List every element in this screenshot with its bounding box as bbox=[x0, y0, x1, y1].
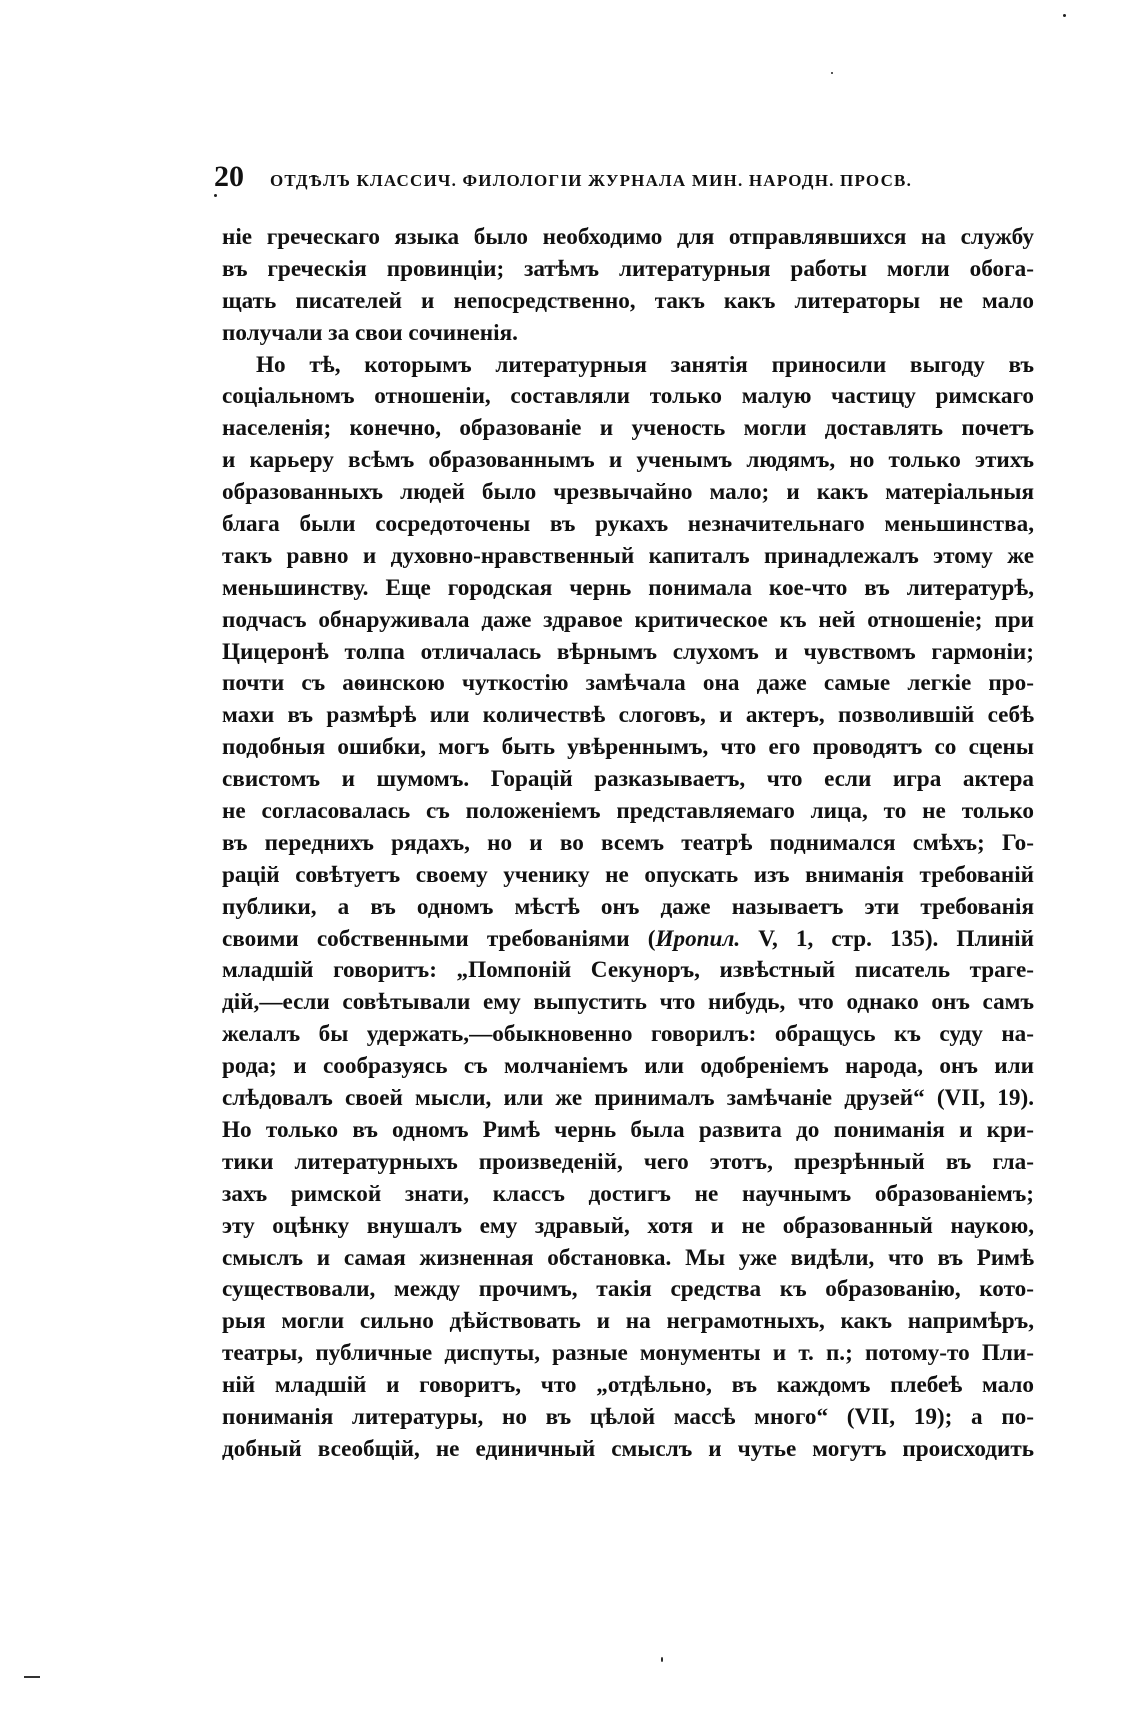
text-line: блага были сосредоточены въ рукахъ незначительнаго меньшинства, bbox=[222, 511, 1034, 538]
text-line: смыслъ и самая жизненная обстановка. Мы уже видѣли, что въ Римѣ bbox=[222, 1244, 1034, 1271]
paragraph-1 bbox=[222, 222, 1034, 350]
text-line: Но только въ одномъ Римѣ чернь была развита до пониманія и кри- bbox=[222, 1116, 1034, 1143]
text-line: захъ римской знати, классъ достигъ не научнымъ образованіемъ; bbox=[222, 1180, 1034, 1207]
scan-speck bbox=[661, 1657, 663, 1662]
text-line: рыя могли сильно дѣйствовать и на неграмотныхъ, какъ напримѣръ, bbox=[222, 1308, 1034, 1335]
text-line: Но тѣ, которымъ литературныя занятія приносили выгоду въ bbox=[256, 351, 1034, 378]
text-line: махи въ размѣрѣ или количествѣ слоговъ, и актеръ, позволившій себѣ bbox=[222, 702, 1034, 729]
text-line: дій,—если совѣтывали ему выпустить что нибудь, что однако онъ самъ bbox=[222, 989, 1034, 1016]
text-line: публики, а въ одномъ мѣстѣ онъ даже называетъ эти требованія bbox=[222, 893, 1034, 920]
citation-line bbox=[222, 924, 1034, 956]
text-line: и карьеру всѣмъ образованнымъ и ученымъ людямъ, но только этихъ bbox=[222, 447, 1034, 474]
text-line: образованныхъ людей было чрезвычайно мало; и какъ матеріальныя bbox=[222, 479, 1034, 506]
text-line: тики литературныхъ произведеній, чего этотъ, презрѣнный въ гла- bbox=[222, 1148, 1034, 1175]
text-line: меньшинству. Еще городская чернь понимала кое-что въ литературѣ, bbox=[222, 574, 1034, 601]
text-line: пониманія литературы, но въ цѣлой массѣ много“ (VII, 19); а по- bbox=[222, 1403, 1034, 1430]
text-line: ніе греческаго языка было необходимо для отправлявшихся на службу bbox=[222, 224, 1034, 250]
text-line: существовали, между прочимъ, такія средства къ образованію, кото- bbox=[222, 1276, 1034, 1303]
text-line: ній младшій и говоритъ, что „отдѣльно, въ каждомъ плебеѣ мало bbox=[222, 1372, 1034, 1399]
paragraph-2 bbox=[222, 350, 1034, 1466]
scan-speck bbox=[214, 194, 217, 197]
text-line: почти съ аѳинскою чуткостію замѣчала она даже самые легкіе про- bbox=[222, 670, 1034, 697]
text-line: щать писателей и непосредственно, такъ какъ литераторы не мало bbox=[222, 287, 1034, 314]
text-line: соціальномъ отношеніи, составляли только малую частицу римскаго bbox=[222, 383, 1034, 410]
text-line: рацій совѣтуетъ своему ученику не опускать изъ вниманія требованій bbox=[222, 861, 1034, 888]
text-line: населенія; конечно, образованіе и ученость могли доставлять почетъ bbox=[222, 415, 1034, 442]
text-line: младшій говоритъ: „Помпоній Секунoръ, извѣстный писатель траге- bbox=[222, 957, 1034, 984]
text-line: подобныя ошибки, могъ быть увѣреннымъ, что его проводятъ со сцены bbox=[222, 734, 1034, 761]
text-line: Цицеронѣ толпа отличалась вѣрнымъ слухомъ и чувствомъ гармоніи; bbox=[222, 638, 1034, 665]
text-line: эту оцѣнку внушалъ ему здравый, хотя и не образованный наукою, bbox=[222, 1212, 1034, 1239]
text-line: получали за свои сочиненія. bbox=[222, 319, 518, 346]
text-line: въ переднихъ рядахъ, но и во всемъ театрѣ поднимался смѣхъ; Го- bbox=[222, 829, 1034, 856]
citation-text-after: V, 1, стр. 135). Плиній bbox=[740, 925, 1034, 952]
page-header bbox=[214, 160, 1034, 200]
running-head: ОТДѢЛЪ КЛАССИЧ. ФИЛОЛОГІИ ЖУРНАЛА МИН. НАРОДН. ПРОСВ. bbox=[270, 171, 913, 190]
text-line: въ греческія провинціи; затѣмъ литературныя работы могли обога- bbox=[222, 255, 1034, 282]
scan-speck bbox=[1063, 14, 1066, 17]
body-text bbox=[222, 222, 1034, 1466]
citation-text-before: своими собственными требованіями ( bbox=[222, 925, 656, 952]
text-line: добный всеобщій, не единичный смыслъ и чутье могутъ происходить bbox=[222, 1435, 1034, 1462]
text-line: свистомъ и шумомъ. Горацій разказываетъ, что если игра актера bbox=[222, 766, 1034, 793]
page-number: 20 bbox=[214, 160, 244, 193]
text-line: театры, публичные диспуты, разные монументы и т. п.; потому-то Пли- bbox=[222, 1340, 1034, 1367]
text-line: рода; и сообразуясь съ молчаніемъ или одобреніемъ народа, онъ или bbox=[222, 1053, 1034, 1080]
text-line: не согласовалась съ положеніемъ представляемаго лица, то не только bbox=[222, 798, 1034, 825]
text-line: такъ равно и духовно-нравственный капиталъ принадлежалъ этому же bbox=[222, 542, 1034, 569]
scan-speck bbox=[831, 72, 833, 74]
text-line: слѣдовалъ своей мысли, или же принималъ замѣчаніе друзей“ (VII, 19). bbox=[222, 1085, 1034, 1112]
citation-work-title: Иропил. bbox=[655, 925, 741, 952]
text-line: желалъ бы удержать,—обыкновенно говорилъ: обращусь къ суду на- bbox=[222, 1021, 1034, 1048]
scan-mark bbox=[24, 1676, 40, 1678]
text-line: подчасъ обнаруживала даже здравое критическое къ ней отношеніе; при bbox=[222, 606, 1034, 633]
